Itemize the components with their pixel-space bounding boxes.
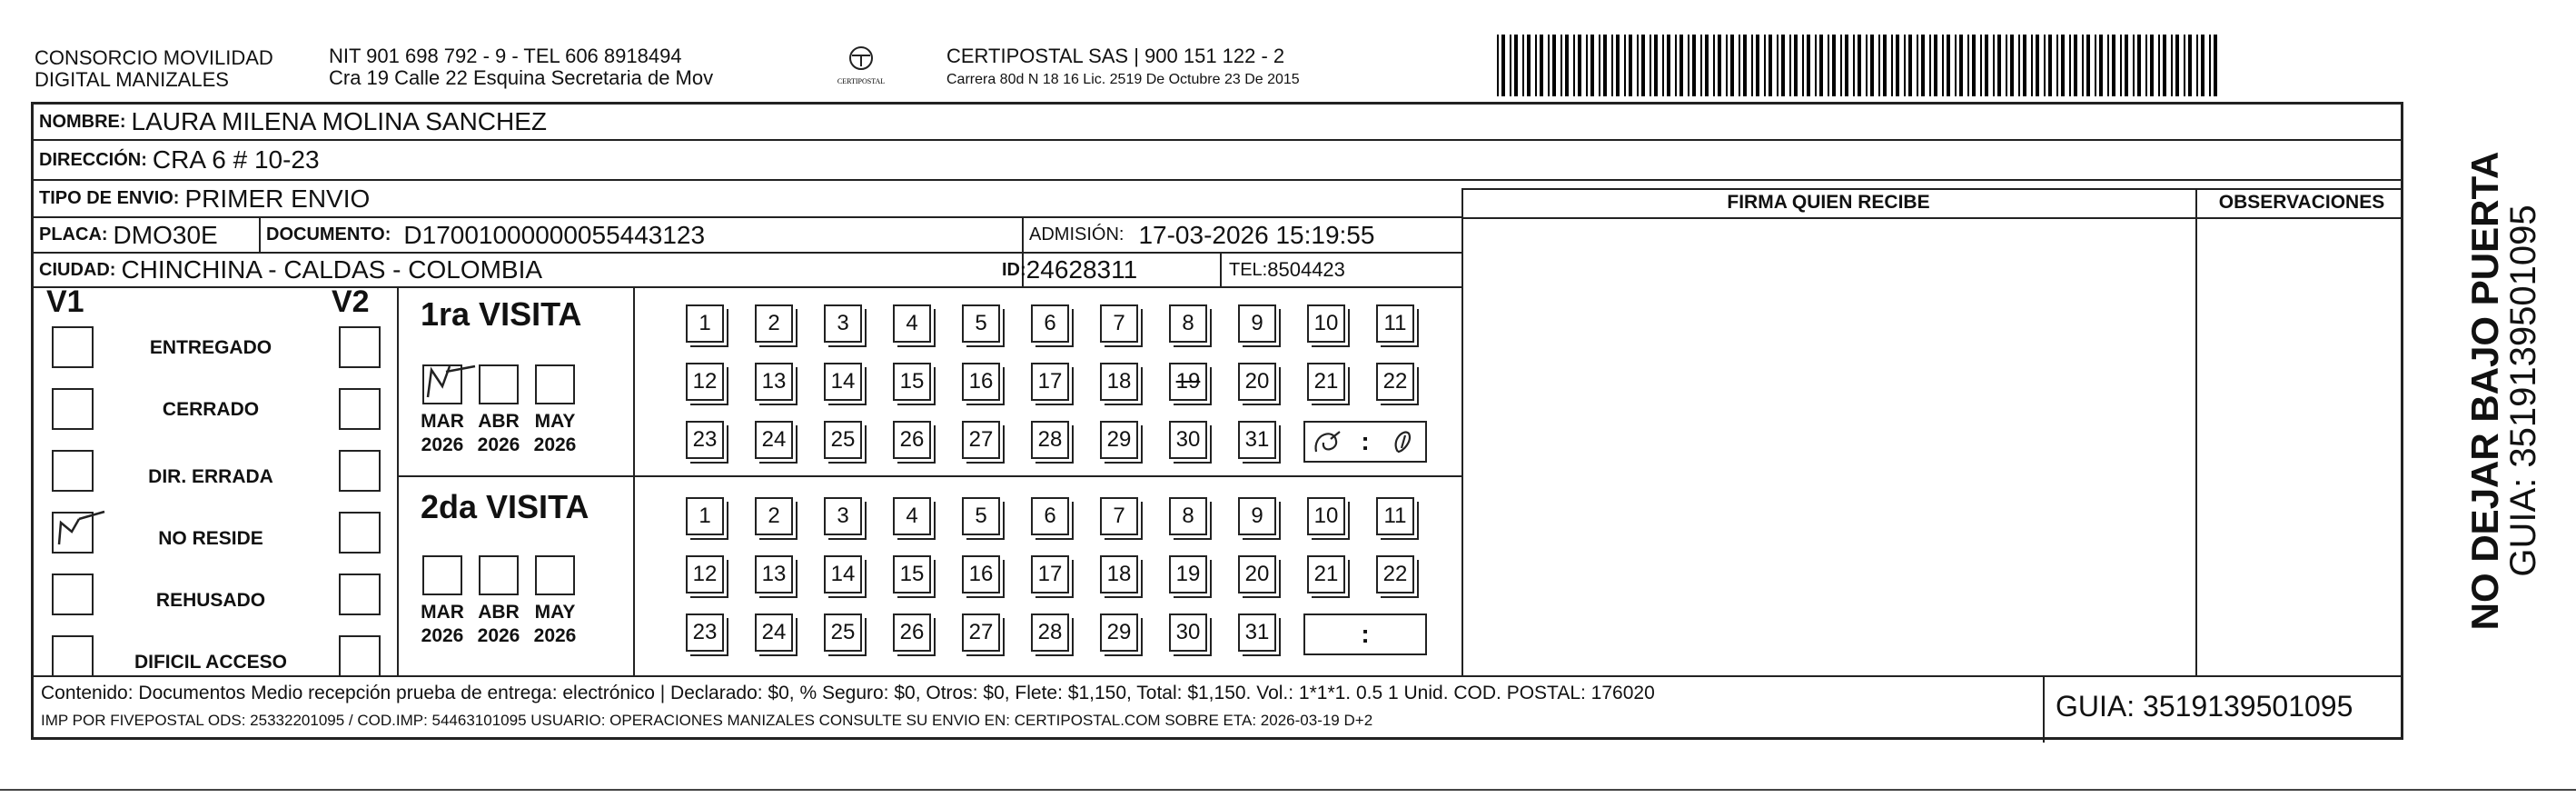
barcode-bar: [1654, 35, 1658, 96]
month-year: 2026: [533, 625, 577, 646]
v1-checkbox[interactable]: [52, 635, 94, 677]
day-box[interactable]: 13: [755, 555, 793, 594]
day-box[interactable]: 25: [824, 421, 862, 459]
barcode-bar: [1878, 35, 1880, 96]
barcode-bar: [1789, 35, 1791, 96]
tel-cell: [1224, 254, 1345, 286]
day-box[interactable]: 16: [962, 363, 1000, 401]
day-box[interactable]: 13: [755, 363, 793, 401]
barcode-bar: [2069, 35, 2071, 96]
admision-cell: [1024, 218, 1374, 252]
handwritten-mark-icon: [421, 361, 475, 401]
barcode-bar: [1807, 35, 1810, 96]
month-year: 2026: [477, 434, 520, 455]
status-label: NO RESIDE: [158, 528, 263, 549]
day-box[interactable]: 10: [1307, 304, 1345, 343]
barcode-bar: [1679, 35, 1683, 96]
barcode-bar: [2074, 35, 2077, 96]
first-visit-title: 1ra VISITA: [421, 295, 582, 333]
time-box[interactable]: :: [1303, 421, 1427, 463]
month-year: 2026: [533, 434, 577, 455]
barcode-bar: [2056, 35, 2058, 96]
label-frame: [31, 102, 2403, 740]
v2-checkbox[interactable]: [339, 635, 381, 677]
imp-text: IMP POR FIVEPOSTAL ODS: 25332201095 / COD.IMP: 54463101095 USUARIO: OPERACIONES MANIZALES CONSULTE SU ENVIO EN: CERTIPOSTAL.COM SOBRE ETA: 2026-03-19 D+2: [41, 712, 1373, 729]
day-box[interactable]: 11: [1376, 497, 1414, 535]
day-box[interactable]: 30: [1169, 421, 1207, 459]
day-box[interactable]: 18: [1100, 363, 1138, 401]
month-label: [528, 410, 582, 457]
day-box[interactable]: 31: [1238, 613, 1276, 652]
tel-label: TEL:: [1229, 259, 1268, 280]
month-name: MAR: [421, 411, 464, 432]
v2-checkbox[interactable]: [339, 326, 381, 368]
nombre-value: LAURA MILENA MOLINA SANCHEZ: [131, 107, 548, 135]
barcode-bar: [1832, 35, 1836, 96]
barcode-bar: [1934, 35, 1937, 96]
barcode-bar: [1667, 35, 1670, 96]
month-label: [415, 410, 470, 457]
day-box[interactable]: 24: [755, 421, 793, 459]
day-box[interactable]: 15: [893, 555, 931, 594]
barcode-bar: [1756, 35, 1759, 96]
barcode-bar: [1718, 35, 1721, 96]
day-box[interactable]: 22: [1376, 363, 1414, 401]
v2-label: V2: [332, 284, 370, 319]
month-year: 2026: [477, 625, 520, 646]
day-box[interactable]: 5: [962, 304, 1000, 343]
tipo-label: TIPO DE ENVIO:: [39, 188, 180, 208]
barcode-bar: [1552, 35, 1556, 96]
day-box[interactable]: 4: [893, 497, 931, 535]
barcode-bar: [2107, 35, 2109, 96]
barcode-bar: [1845, 35, 1848, 96]
barcode-bar: [2006, 35, 2007, 96]
barcode-bar: [2188, 35, 2192, 96]
day-box[interactable]: 18: [1100, 555, 1138, 594]
barcode-bar: [1815, 35, 1817, 96]
day-box[interactable]: 30: [1169, 613, 1207, 652]
documento-value: D17001000000055443123: [403, 220, 706, 249]
day-box[interactable]: 11: [1376, 304, 1414, 343]
side-warning: NO DEJAR BAJO PUERTA: [2463, 151, 2506, 631]
barcode-bar: [1616, 35, 1620, 96]
logo-text: CERTIPOSTAL: [837, 77, 886, 85]
barcode-bar: [2196, 35, 2198, 96]
barcode-bar: [1802, 35, 1804, 96]
handwritten-check-icon: [52, 512, 94, 554]
barcode-bar: [1641, 35, 1645, 96]
month-checkbox[interactable]: [479, 364, 519, 404]
carrier-line2: Carrera 80d N 18 16 Lic. 2519 De Octubre 23 De 2015: [946, 72, 1300, 87]
barcode-bar: [1739, 35, 1740, 96]
sender-name: [35, 47, 273, 91]
barcode-bar: [1904, 35, 1906, 96]
day-box[interactable]: 24: [755, 613, 793, 652]
barcode-bar: [1781, 35, 1785, 96]
documento-cell: [261, 218, 705, 252]
status-label: CERRADO: [162, 399, 260, 420]
barcode-bar: [1764, 35, 1766, 96]
day-box[interactable]: 5: [962, 497, 1000, 535]
month-label: [528, 601, 582, 648]
barcode-bar: [1540, 35, 1543, 96]
barcode-bar: [2099, 35, 2103, 96]
barcode-bar: [1730, 35, 1734, 96]
ciudad-cell: [34, 254, 542, 286]
day-box[interactable]: 19: [1169, 555, 1207, 594]
barcode-bar: [1573, 35, 1575, 96]
day-box[interactable]: 14: [824, 555, 862, 594]
barcode-bar: [1501, 35, 1505, 96]
barcode-bar: [2036, 35, 2039, 96]
barcode-bar: [1700, 35, 1702, 96]
barcode-bar: [2120, 35, 2122, 96]
month-name: MAY: [534, 602, 576, 623]
status-label: DIR. ERRADA: [148, 466, 273, 487]
day-box[interactable]: 2: [755, 304, 793, 343]
day-box[interactable]: 1: [686, 304, 724, 343]
direccion-row: [34, 141, 320, 179]
day-box[interactable]: 27: [962, 421, 1000, 459]
barcode-bar: [2086, 35, 2090, 96]
barcode-bar: [2158, 35, 2160, 96]
certipostal-logo: [832, 42, 890, 96]
day-box[interactable]: 28: [1031, 421, 1069, 459]
day-box[interactable]: 28: [1031, 613, 1069, 652]
direccion-value: CRA 6 # 10-23: [152, 145, 320, 174]
barcode-bar: [1599, 35, 1600, 96]
day-box[interactable]: 26: [893, 613, 931, 652]
sender-address: Cra 19 Calle 22 Esquina Secretaria de Mov: [329, 66, 714, 89]
v2-checkbox[interactable]: [339, 512, 381, 554]
barcode-bar: [2150, 35, 2154, 96]
barcode-bar: [2125, 35, 2128, 96]
barcode-bar: [2023, 35, 2026, 96]
month-checkbox[interactable]: [422, 555, 462, 595]
day-box[interactable]: 9: [1238, 497, 1276, 535]
barcode-bar: [1891, 35, 1893, 96]
carrier-info: [946, 45, 1300, 88]
barcode-bar: [1959, 35, 1963, 96]
day-box[interactable]: 20: [1238, 363, 1276, 401]
v1-checkbox[interactable]: [52, 326, 94, 368]
handwritten-time: [1303, 421, 1427, 467]
barcode-bar: [1853, 35, 1855, 96]
barcode-bar: [1751, 35, 1753, 96]
day-box[interactable]: 15: [893, 363, 931, 401]
id-value: 24628311: [1025, 255, 1138, 284]
barcode-bar: [2044, 35, 2046, 96]
day-box[interactable]: 19: [1169, 363, 1207, 401]
barcode-bar: [1650, 35, 1651, 96]
placa-cell: [34, 218, 218, 252]
barcode-bar: [1819, 35, 1823, 96]
day-box[interactable]: 26: [893, 421, 931, 459]
carrier-line1: CERTIPOSTAL SAS | 900 151 122 - 2: [946, 45, 1285, 67]
barcode-bar: [1980, 35, 1982, 96]
month-name: ABR: [478, 602, 520, 623]
day-box[interactable]: 31: [1238, 421, 1276, 459]
footer-guia: GUIA: 3519139501095: [2056, 690, 2353, 723]
month-year: 2026: [421, 434, 464, 455]
barcode-bar: [1586, 35, 1588, 96]
barcode-bar: [1908, 35, 1912, 96]
barcode-bar: [1942, 35, 1944, 96]
barcode-bar: [2137, 35, 2141, 96]
barcode-bar: [1870, 35, 1874, 96]
status-label: ENTREGADO: [149, 337, 272, 358]
day-box[interactable]: 10: [1307, 497, 1345, 535]
barcode-bar: [1947, 35, 1950, 96]
month-label: [415, 601, 470, 648]
barcode-bar: [1565, 35, 1569, 96]
day-box[interactable]: 21: [1307, 555, 1345, 594]
barcode-bar: [2018, 35, 2020, 96]
barcode-bar: [2082, 35, 2084, 96]
barcode-bar: [2048, 35, 2052, 96]
placa-label: PLACA:: [39, 224, 108, 244]
tel-value: 8504423: [1267, 258, 1345, 281]
day-box[interactable]: 29: [1100, 421, 1138, 459]
day-box[interactable]: 27: [962, 613, 1000, 652]
barcode-bar: [1896, 35, 1899, 96]
barcode-bar: [1603, 35, 1607, 96]
placa-value: DMO30E: [113, 220, 218, 249]
day-box[interactable]: 23: [686, 421, 724, 459]
month-name: ABR: [478, 411, 520, 432]
observaciones-header: OBSERVACIONES: [2218, 192, 2385, 213]
barcode-bar: [1840, 35, 1842, 96]
day-box[interactable]: 6: [1031, 497, 1069, 535]
barcode-bar: [1527, 35, 1531, 96]
barcode-bar: [1578, 35, 1581, 96]
barcode-bar: [1692, 35, 1696, 96]
day-box[interactable]: 17: [1031, 363, 1069, 401]
barcode-bar: [2175, 35, 2179, 96]
barcode-bar: [1662, 35, 1664, 96]
barcode-bar: [1917, 35, 1918, 96]
v2-checkbox[interactable]: [339, 388, 381, 430]
sender-name-line1: CONSORCIO MOVILIDAD: [35, 46, 273, 69]
barcode-bar: [1858, 35, 1861, 96]
day-box[interactable]: 12: [686, 555, 724, 594]
barcode-bar: [1624, 35, 1626, 96]
barcode-bar: [1828, 35, 1829, 96]
month-label: [471, 410, 526, 457]
barcode-bar: [1675, 35, 1677, 96]
day-box[interactable]: 14: [824, 363, 862, 401]
second-visit-title: 2da VISITA: [421, 488, 590, 525]
documento-label: DOCUMENTO:: [266, 224, 391, 244]
barcode-bar: [2209, 35, 2211, 96]
tipo-value: PRIMER ENVIO: [184, 184, 371, 213]
barcode-bar: [2171, 35, 2173, 96]
barcode-bar: [1921, 35, 1925, 96]
barcode-bar: [2163, 35, 2166, 96]
day-box[interactable]: 17: [1031, 555, 1069, 594]
barcode-bar: [1522, 35, 1524, 96]
barcode-bar: [1611, 35, 1613, 96]
day-box[interactable]: 25: [824, 613, 862, 652]
barcode-bar: [1629, 35, 1632, 96]
admision-value: 17-03-2026 15:19:55: [1138, 220, 1375, 249]
v1-checkbox[interactable]: [52, 574, 94, 615]
barcode-bar: [1590, 35, 1594, 96]
barcode-bar: [2095, 35, 2096, 96]
barcode-bar: [1883, 35, 1887, 96]
admision-label: ADMISIÓN:: [1029, 224, 1125, 244]
barcode: [1497, 35, 2224, 96]
month-name: MAY: [534, 411, 576, 432]
sender-name-line2: DIGITAL MANIZALES: [35, 68, 229, 91]
barcode-bar: [1794, 35, 1798, 96]
barcode-bar: [1535, 35, 1537, 96]
day-box[interactable]: 8: [1169, 497, 1207, 535]
ciudad-value: CHINCHINA - CALDAS - COLOMBIA: [121, 255, 543, 284]
barcode-bar: [1972, 35, 1976, 96]
day-box[interactable]: 6: [1031, 304, 1069, 343]
month-year: 2026: [421, 625, 464, 646]
side-guia: GUIA: 3519139501095: [2503, 204, 2543, 577]
day-box[interactable]: 2: [755, 497, 793, 535]
month-name: MAR: [421, 602, 464, 623]
barcode-bar: [1560, 35, 1562, 96]
barcode-bar: [2214, 35, 2217, 96]
day-box[interactable]: 12: [686, 363, 724, 401]
barcode-bar: [1967, 35, 1969, 96]
day-box[interactable]: 16: [962, 555, 1000, 594]
day-box[interactable]: 7: [1100, 304, 1138, 343]
v1-checkbox[interactable]: [52, 512, 94, 554]
v1-label: V1: [46, 284, 84, 319]
barcode-bar: [1497, 35, 1499, 96]
barcode-bar: [1866, 35, 1868, 96]
barcode-bar: [1726, 35, 1728, 96]
barcode-bar: [1514, 35, 1518, 96]
barcode-bar: [2145, 35, 2147, 96]
barcode-bar: [2184, 35, 2185, 96]
barcode-bar: [1510, 35, 1511, 96]
barcode-bar: [1743, 35, 1747, 96]
barcode-bar: [1637, 35, 1639, 96]
firma-header: FIRMA QUIEN RECIBE: [1727, 192, 1930, 213]
barcode-bar: [2112, 35, 2115, 96]
nombre-row: [34, 105, 547, 139]
barcode-bar: [1769, 35, 1772, 96]
barcode-bar: [2010, 35, 2014, 96]
day-box[interactable]: 29: [1100, 613, 1138, 652]
barcode-bar: [1705, 35, 1709, 96]
barcode-bar: [2201, 35, 2204, 96]
day-box[interactable]: 3: [824, 304, 862, 343]
sender-nit: NIT 901 698 792 - 9 - TEL 606 8918494: [329, 45, 682, 67]
barcode-bar: [2031, 35, 2033, 96]
status-label: DIFICIL ACCESO: [134, 652, 287, 673]
nombre-label: NOMBRE:: [39, 111, 126, 132]
month-checkbox[interactable]: [422, 364, 462, 404]
barcode-bar: [1777, 35, 1778, 96]
tipo-row: [34, 181, 370, 216]
side-panel: [2409, 136, 2543, 645]
month-checkbox[interactable]: [479, 555, 519, 595]
status-label: REHUSADO: [155, 590, 266, 611]
ciudad-label: CIUDAD:: [39, 259, 116, 280]
day-box[interactable]: 4: [893, 304, 931, 343]
day-box[interactable]: 23: [686, 613, 724, 652]
day-box[interactable]: 1: [686, 497, 724, 535]
id-label: ID:: [1002, 259, 1026, 280]
v2-checkbox[interactable]: [339, 450, 381, 492]
day-box[interactable]: 22: [1376, 555, 1414, 594]
month-checkbox[interactable]: [535, 364, 575, 404]
v1-checkbox[interactable]: [52, 450, 94, 492]
time-box[interactable]: :: [1303, 613, 1427, 655]
v1-checkbox[interactable]: [52, 388, 94, 430]
page-edge: [0, 789, 2576, 791]
day-box[interactable]: 21: [1307, 363, 1345, 401]
day-box[interactable]: 7: [1100, 497, 1138, 535]
v2-checkbox[interactable]: [339, 574, 381, 615]
day-box[interactable]: 3: [824, 497, 862, 535]
barcode-bar: [1688, 35, 1689, 96]
barcode-bar: [1997, 35, 2001, 96]
direccion-label: DIRECCIÓN:: [39, 149, 147, 170]
barcode-bar: [1713, 35, 1715, 96]
day-box[interactable]: 8: [1169, 304, 1207, 343]
barcode-bar: [2133, 35, 2135, 96]
barcode-bar: [1993, 35, 1995, 96]
barcode-bar: [1955, 35, 1957, 96]
barcode-bar: [1548, 35, 1550, 96]
barcode-bar: [1985, 35, 1988, 96]
day-box[interactable]: 20: [1238, 555, 1276, 594]
month-checkbox[interactable]: [535, 555, 575, 595]
month-label: [471, 601, 526, 648]
barcode-bar: [2061, 35, 2065, 96]
barcode-bar: [1929, 35, 1931, 96]
contenido-text: Contenido: Documentos Medio recepción prueba de entrega: electrónico | Declarado: $0, % Seguro: $0, Otros: $0, Flete: $1,150, Total: $1,150. Vol.: 1*1*1. 0.5 1 Unid. COD. POSTAL: 176020: [41, 683, 1655, 703]
id-cell: [996, 254, 1137, 286]
day-box[interactable]: 9: [1238, 304, 1276, 343]
sender-info: [329, 45, 713, 89]
handwritten-time-icon: [1303, 421, 1427, 463]
